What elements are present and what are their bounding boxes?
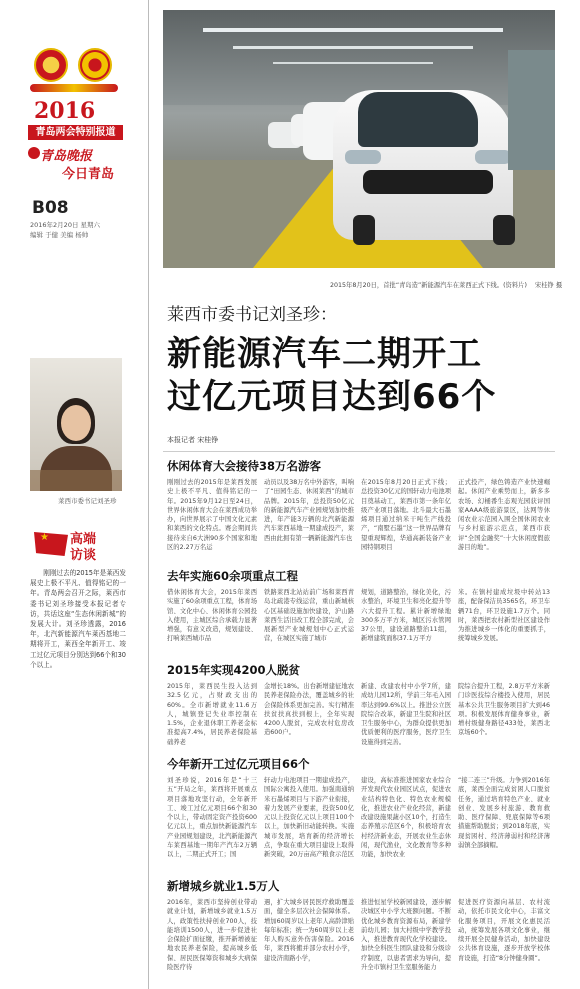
paper-logo-icon — [28, 147, 40, 159]
section1-col2: 动员以及38万名中外游客，叫响了“田园生态、休闲莱西”的城市品牌。2015年，总投资50亿元的新能源汽车产业园规划加快推进，年产能3万辆的北汽新能源汽车莱西基地一期建成投产，莱西由此拥有第一辆新能源汽车也 — [264, 479, 354, 542]
section4-col4: “接二连三”升级。力争到2016年底，莱西全面完成贫困人口脱贫任务，通过培育特色产业、就业创业、发展乡村旅游、教育救助、医疗保障、兜底保障等6项措施帮助脱贫；到2018年底，实现贫困村、经济薄弱村和经济薄弱镇全部摘帽。 — [458, 777, 550, 850]
section4-col1: 刘圣珍说，2016年是“十三五”开局之年，莱西将开展重点项目落地攻坚行动，全年新开工、竣工过亿元项目66个和30个以上，带动固定资产投资600亿元以上，重点加快新能源汽车产业园规划建设，北汽新能源汽车莱西基地一期年产汽车2万辆以上，二期正式开工；国 — [167, 777, 257, 859]
photo-caption: 2015年8月20日，首批“青岛造”新能源汽车在莱西正式下线。(资料片) 宋桂铮 摄 — [330, 282, 563, 289]
section4-col2: 轩动力电池项目一期建成投产，国际公寓投入使用。加强南通纳米石墨烯项目与下游产业衔接，着力发展产业要素，投资500亿元以上投资亿元以上项目100个以上，加快新旧动能转换。实施城市发展，培育新的经济增长点，争取在重大项目建设上取得新突破，20万亩高产粮食示范区 — [264, 777, 354, 859]
section1-col3: 在2015年8月20日正式下线；总投资30亿元的国轩动力电池项目奠基动工，莱西市第一条年亿级产业项目落地。北斗最大石墨烯项目通过纳米干吨生产线投产，“南墅石墨”这一世界品牌有望重现辉煌，华通高新装备产业园特钢项目 — [361, 479, 451, 552]
section1-col4: 正式投产，绿色铸造产业快速崛起。休闲产业乘势而上，新多多农场、幻桶番生态观光园获评国家AAAA级旅游景区，达网等休闲农业示范园入围全国休闲农业与乡村旅游示范点，莱西市获评“全国金融奖”·十大休闲度假旅游目的地”。 — [458, 479, 550, 552]
section5-col1: 2016年，莱西市坚持创业带动就业计划，新增城乡就业1.5万人，政策性扶持创业700人，技能培训1500人，进一步促进社会保险扩面征缴，推开新增被征地农民养老保险，提高城乡低保、居民医保筹资和城乡大病保险医疗待 — [167, 899, 257, 972]
section5-col4: 促进医疗资源向基层、农村流动，依托市民文化中心，丰富文化服务项目，开展文化惠民活动，统筹发展各项文化事业，继续开展全民健身活动，加快建设公共体育设施，逐步开放学校体育设施，打造“8分钟健身圈”。 — [458, 899, 550, 962]
headline — [167, 333, 496, 419]
national-emblem-icon — [34, 48, 68, 82]
portrait-caption: 莱西市委书记刘圣珍 — [58, 497, 117, 505]
section3-col4: 院综合提升工程，2.8万平方米新门诊医技综合楼投入使用，居民基本公共卫生服务项目扩大到46项。积极发展体育健身事业，新增村级健身路径433处，莱西北京场60个。 — [458, 683, 550, 737]
date-line: 2016年2月20日 星期六 — [30, 221, 101, 229]
section3-col1: 2015年，莱西民生投入达到32.5亿元，占财政支出的60%。全市新增就业11.6万人，城镇登记失业率控制在1.5%，企业退休职工养老金标准提高7.4%，居民养老保险基础养老 — [167, 683, 257, 746]
interview-tag-line2: 访谈 — [70, 548, 97, 563]
page-number: B08 — [32, 198, 69, 218]
cppcc-emblem-icon — [78, 48, 112, 82]
section2-col1: 借休闲体育大会，2015年莱西实施了60余项重点工程，体育场馆、文化中心、休闲体育公园投入使用，主城区综合承载力显著增强，有意义改造，规划建设、打响莱西城市品 — [167, 589, 257, 643]
headline-line1: 新能源汽车二期开工 — [167, 334, 482, 374]
section-title-2: 去年实施60余项重点工程 — [167, 569, 299, 583]
section-title-5: 新增城乡就业1.5万人 — [167, 879, 280, 893]
section-title-1: 休闲体育大会接待38万名游客 — [167, 459, 322, 473]
section4-col3: 建设，高标准推进国家农业综合开发现代农业园区试点，促进农业结构特色化、特色农业规模化，推进农业产业化经营，新建改建设施果蔬小区10个，打造生态养殖示范区6个，积极培育农村经济新业态，开展农业生态休闲，现代渔业，文化教育等多种功能，加快农业 — [361, 777, 451, 859]
paper-name: 青岛晚报 — [40, 149, 93, 164]
section2-col4: 米。在镇村建成垃圾中转站13座，配备保洁员3565名，环卫车辆71台，环卫设施1.7万个。同时，莱西把农村新型社区建设作为推进城乡一体化的重要抓手，统筹城乡发展。 — [458, 589, 550, 643]
section2-col3: 规划，道路整治，绿化美化，污水整治，环境卫生和亮化提升等六大提升工程。累计新增绿地300多万平方米，城区污水管网37公里，建设道路整治11组，新增建筑面积37.1万平方 — [361, 589, 451, 643]
section2-col2: 铁路莱西北站站前广场和莱西青岛北疏港专线运营，重山新城核心区基础设施加快建设，沪山路莱西生活旧改工程全部完成，会展新型产业城规划中心正式运营，在城区实施了城市 — [264, 589, 354, 643]
section-name: 今日青岛 — [62, 167, 115, 182]
section5-col2: 遇，扩大城乡居民医疗救助覆盖面，健全多层次社会保障体系。增加60周岁以上老年人高龄津贴每年标准；统一为60周岁以上老年人购买意外伤害保险。2016年，莱西将搬并部分农村小学，建设济南路小学， — [264, 899, 354, 962]
section-divider — [163, 451, 555, 452]
interview-tag-line1: 高端 — [70, 532, 97, 547]
editor-line: 编辑 于健 美编 杨帅 — [30, 231, 89, 239]
section5-col3: 推进恒星学校新园建设，逐步解决城区中小学大班额问题。不断优化城乡教育资源布局，新建学前幼儿园；加大村级中学教学投入，推进教育现代化学校建设。加快全科医生团队建设和分级诊疗制度，以患者需求为导向，提升全市镇村卫生室服务能力 — [361, 899, 451, 972]
kicker: 莱西市委书记刘圣珍： — [167, 305, 337, 325]
section3-col3: 新建、改建农村中小学7所，建成幼儿园12所，学前三年毛入园率达到99.6%以上。推进公立医院综合改革，新建卫生院和社区卫生服务中心，为群众提供更加优质便利的医疗服务，医疗卫生设施得到完善。 — [361, 683, 451, 746]
photo-credit: 宋桂铮 摄 — [534, 282, 563, 289]
flag-star-icon: ★ — [40, 532, 49, 543]
section-title-3: 2015年实现4200人脱贫 — [167, 663, 301, 677]
section-title-4: 今年新开工过亿元项目66个 — [167, 757, 310, 771]
portrait-photo — [30, 358, 122, 491]
section3-col2: 金增长18%。出台新增建征地农民养老保险办法，覆盖城乡的社会保险体系更加完善。实行精准扶贫扶真扶到根上，全年实现4200人脱贫，完成农村危房改造600户。 — [264, 683, 354, 737]
headline-line2: 过亿元项目达到66个 — [167, 377, 497, 417]
vertical-divider — [148, 0, 149, 989]
section1-col1: 刚刚过去的2015年是莱西发展史上极不平凡、值得铭记的一年。2015年9月12日至24日，世界休闲体育大会在莱西成功举办，向世界展示了中国文化元素和莱西的文化特点。赛会期间共接待来自6大洲90多个国家和地区的2.27万名运 — [167, 479, 257, 552]
left-sidebar — [0, 0, 148, 989]
car-factory-photo — [163, 10, 555, 268]
year-label: 2016 — [34, 98, 96, 124]
intro-text: 刚刚过去的2015年是莱西发展史上极不平凡、值得铭记的一年。青岛两会召开之际，莱西市委书记刘圣珍接受本报记者专访，共话这座“生态休闲新城”的发展大计。刘圣珍透露，2016年，北汽新能源汽车莱西基地二期将开工，莱西全年新开工、竣工过亿元项目分别达到66个和30个以上。 — [30, 569, 126, 669]
flag-ribbon-decor — [30, 84, 118, 92]
special-report-banner: 青岛两会特别报道 — [28, 125, 123, 140]
byline: 本报记者 宋桂铮 — [167, 436, 219, 444]
